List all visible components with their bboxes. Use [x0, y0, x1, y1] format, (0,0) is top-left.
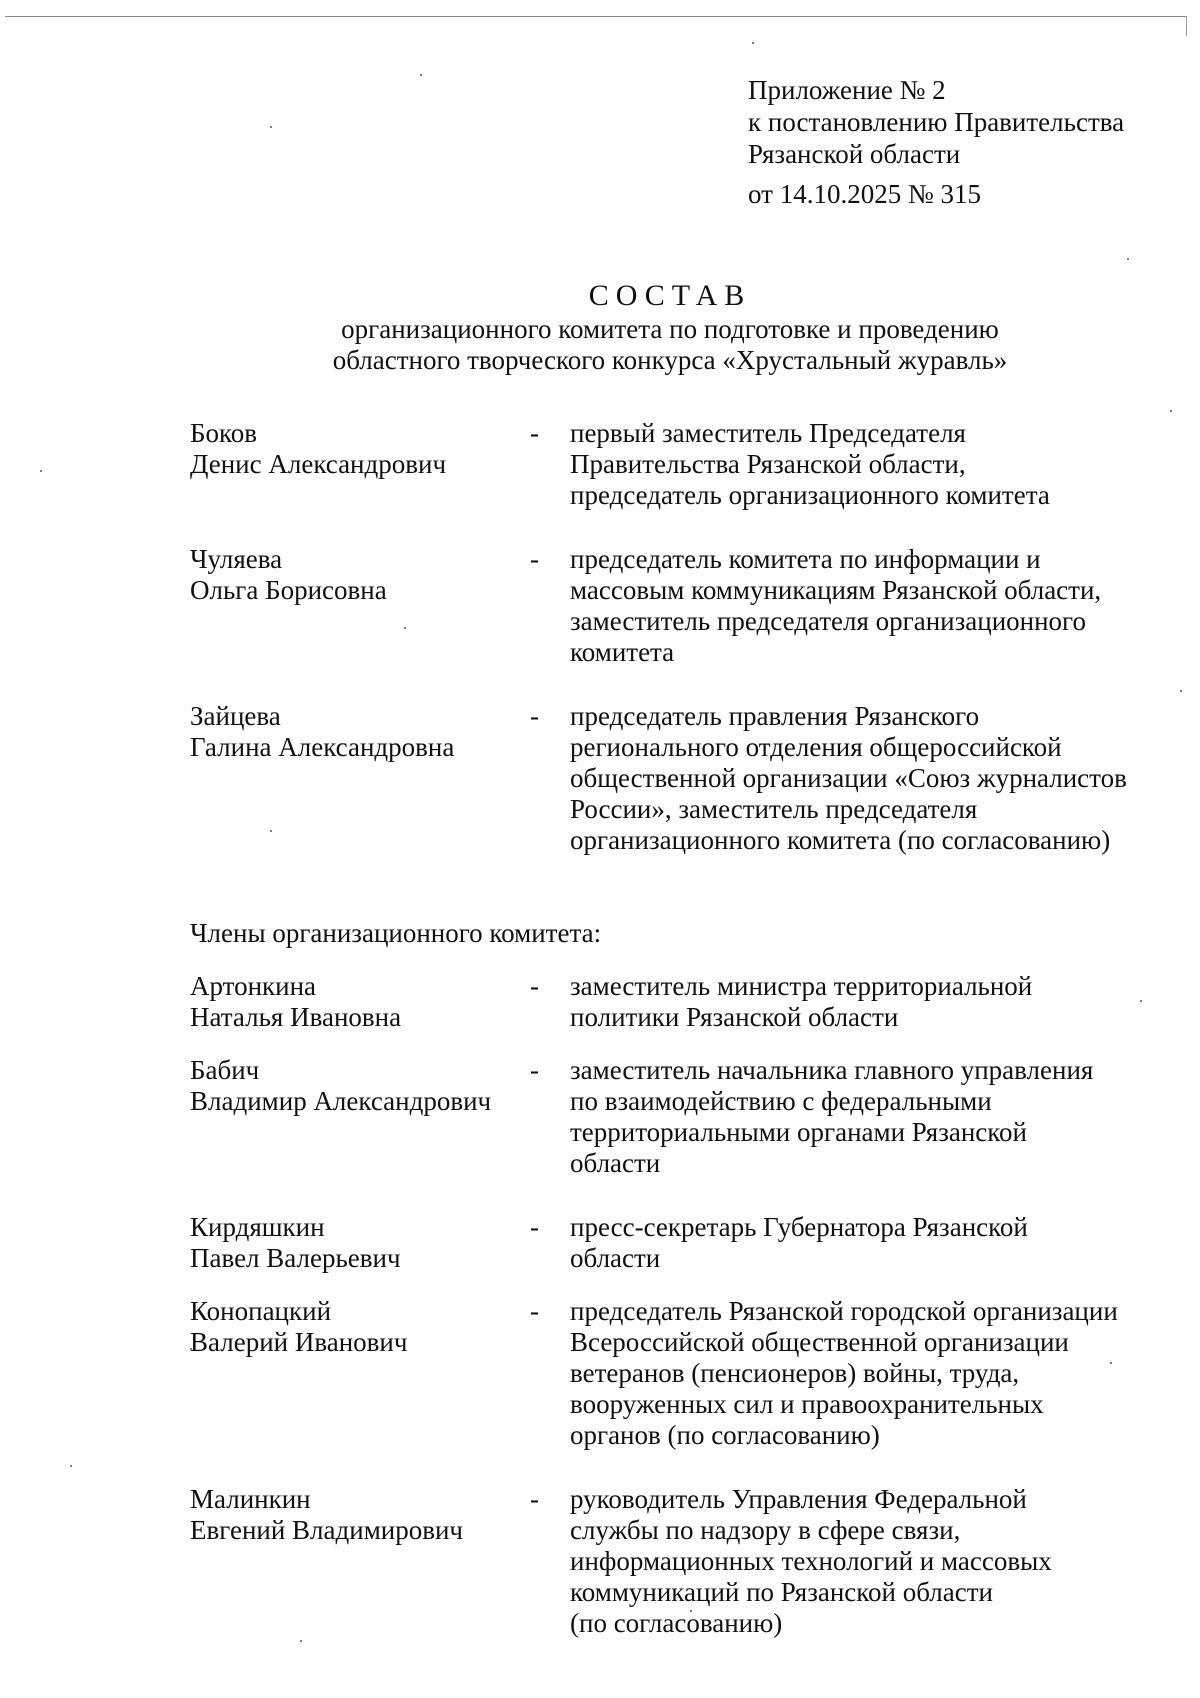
- entry-dash: -: [530, 418, 539, 448]
- member-name: [190, 701, 530, 856]
- approval-date: от 14.10.2025 № 315: [748, 179, 981, 209]
- member-name: [190, 971, 530, 1033]
- scan-speck: [1180, 690, 1182, 692]
- scan-speck: [752, 42, 754, 44]
- entry-dash: -: [530, 1484, 539, 1514]
- approval-appendix-number: Приложение № 2: [748, 75, 946, 105]
- member-surname: Артонкина: [190, 971, 317, 1001]
- document-subtitle-line-2: областного творческого конкурса «Хрустальный журавль»: [332, 345, 1008, 375]
- member-role: председатель правления Рязанского регионального отделения общероссийской общественной организации «Союз журналистов России», заместитель председателя организационного комитета (по согласованию): [570, 701, 1127, 855]
- member-name: [190, 1296, 530, 1451]
- member-given-names: Владимир Александрович: [190, 1086, 492, 1116]
- scan-top-edge: [5, 16, 1187, 17]
- scan-speck: [1127, 258, 1129, 260]
- member-role: пресс-секретарь Губернатора Рязанской области: [570, 1212, 1028, 1273]
- committee-entry: [190, 1484, 1170, 1639]
- member-surname: Боков: [190, 418, 257, 448]
- member-surname: Бабич: [190, 1055, 260, 1085]
- member-surname: Малинкин: [190, 1484, 311, 1514]
- document-subtitle-line-1: организационного комитета по подготовке и проведению: [341, 314, 999, 344]
- member-given-names: Евгений Владимирович: [190, 1515, 464, 1545]
- entry-dash: -: [530, 971, 539, 1001]
- member-role: первый заместитель Председателя Правительства Рязанской области, председатель организационного комитета: [570, 418, 1050, 510]
- scan-speck: [300, 1640, 302, 1642]
- member-surname: Конопацкий: [190, 1296, 332, 1326]
- member-given-names: Ольга Борисовна: [190, 575, 387, 605]
- approval-block: [748, 74, 1124, 210]
- scan-right-edge: [1186, 16, 1187, 36]
- entry-dash: -: [530, 544, 539, 574]
- committee-entry: [190, 544, 1170, 668]
- member-surname: Кирдяшкин: [190, 1212, 325, 1242]
- member-role: председатель комитета по информации и массовым коммуникациям Рязанской области, заместитель председателя организационного комитета: [570, 544, 1102, 667]
- member-name: [190, 1055, 530, 1179]
- committee-list: [190, 418, 1170, 1639]
- member-given-names: Галина Александровна: [190, 732, 455, 762]
- committee-entry: [190, 1212, 1170, 1274]
- committee-entry: [190, 971, 1170, 1033]
- committee-entry: [190, 418, 1170, 511]
- scan-speck: [1170, 410, 1172, 412]
- member-surname: Чуляева: [190, 544, 283, 574]
- member-given-names: Валерий Иванович: [190, 1327, 408, 1357]
- member-name: [190, 544, 530, 668]
- member-name: [190, 1212, 530, 1274]
- entry-dash: -: [530, 701, 539, 731]
- committee-entry: [190, 701, 1170, 856]
- member-role: заместитель министра территориальной политики Рязанской области: [570, 971, 1033, 1032]
- scan-speck: [270, 126, 272, 128]
- entry-dash: -: [530, 1212, 539, 1242]
- approval-region: Рязанской области: [748, 139, 961, 169]
- member-name: [190, 1484, 530, 1639]
- committee-entry: [190, 1055, 1170, 1179]
- member-given-names: Павел Валерьевич: [190, 1243, 401, 1273]
- scan-speck: [70, 1465, 72, 1467]
- document-heading: [0, 278, 1200, 376]
- member-name: [190, 418, 530, 511]
- member-role: заместитель начальника главного управления по взаимодействию с федеральными территориальными органами Рязанской области: [570, 1055, 1094, 1178]
- members-section-label: Члены организационного комитета:: [190, 918, 602, 948]
- scan-speck: [420, 74, 422, 76]
- entry-dash: -: [530, 1296, 539, 1326]
- approval-resolution-ref: к постановлению Правительства: [748, 107, 1125, 137]
- scan-speck: [40, 470, 42, 472]
- member-given-names: Денис Александрович: [190, 449, 447, 479]
- committee-entry: [190, 1296, 1170, 1451]
- entry-dash: -: [530, 1055, 539, 1085]
- member-given-names: Наталья Ивановна: [190, 1002, 402, 1032]
- document-title: СОСТАВ: [588, 279, 752, 312]
- member-role: председатель Рязанской городской организации Всероссийской общественной организации ветеранов (пенсионеров) войны, труда, вооруженных сил и правоохранительных органов (по согласованию): [570, 1296, 1118, 1450]
- member-surname: Зайцева: [190, 701, 281, 731]
- member-role: руководитель Управления Федеральной службы по надзору в сфере связи, информационных технологий и массовых коммуникаций по Рязанской области (по согласованию): [570, 1484, 1052, 1638]
